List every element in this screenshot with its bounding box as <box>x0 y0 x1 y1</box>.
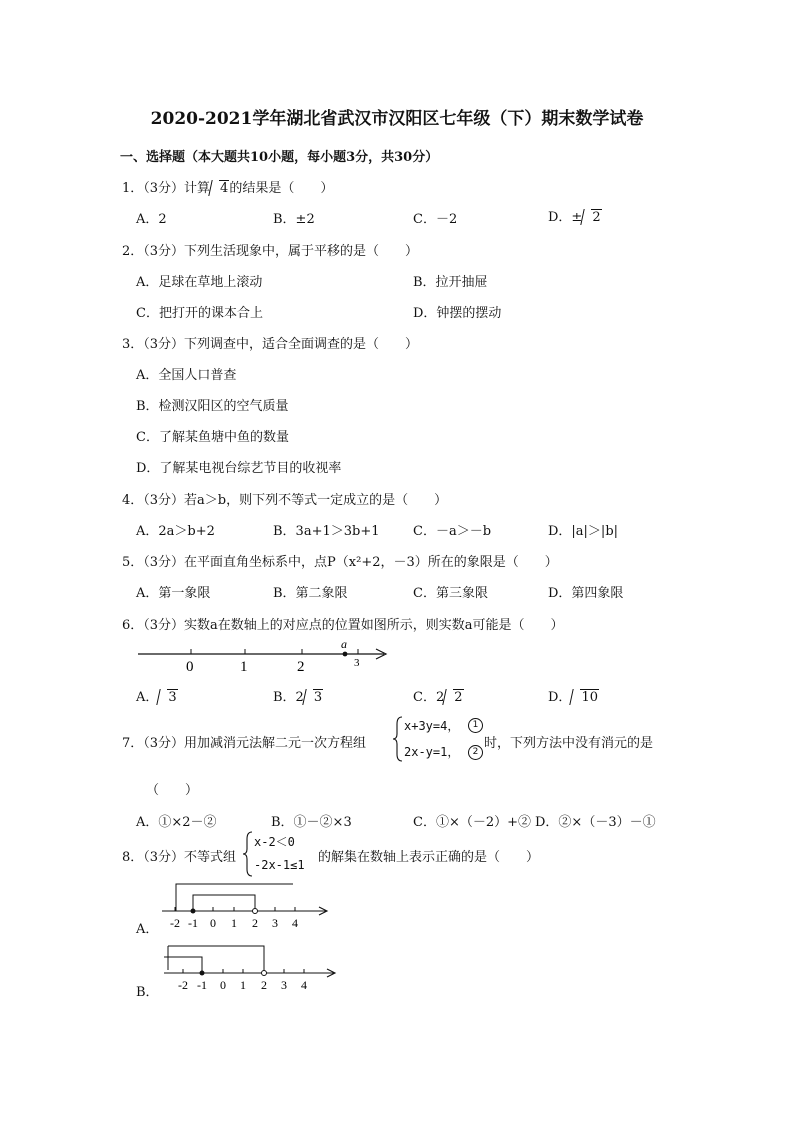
q1-sqrt <box>210 181 229 196</box>
q8-b-label-3: 3 <box>281 978 287 992</box>
q6-axis-label-1: 1 <box>240 659 248 675</box>
section-heading: 一、选择题（本大题共10小题，每小题3分，共30分） <box>120 150 439 165</box>
q7-option-a[interactable]: A．①×2－② <box>136 815 217 830</box>
q1-prefix: 1．（3分）计算 <box>122 181 211 196</box>
q2-option-d[interactable]: D．钟摆的摆动 <box>413 306 502 321</box>
q6-option-c-label: C．2 <box>413 690 445 705</box>
q8-b-open-dot <box>262 971 267 976</box>
q5-option-b[interactable]: B．第二象限 <box>273 586 348 601</box>
q4-option-c[interactable]: C．－a＞－b <box>413 524 492 539</box>
q7-brace <box>393 716 403 762</box>
q8-option-b-number-line[interactable] <box>160 940 340 992</box>
q5-option-a[interactable]: A．第一象限 <box>136 586 211 601</box>
q4-option-a[interactable]: A．2a＞b+2 <box>136 524 215 539</box>
q6-option-d-radicand: 10 <box>581 690 598 705</box>
q8-suffix: 的解集在数轴上表示正确的是（ ） <box>318 850 540 865</box>
q3-option-b[interactable]: B．检测汉阳区的空气质量 <box>136 399 289 414</box>
q8-b-label-2: 2 <box>261 978 267 992</box>
q3-option-a[interactable]: A．全国人口普查 <box>136 368 237 383</box>
q6-option-b-radicand: 3 <box>313 690 323 705</box>
q7-mark-2 <box>468 743 483 760</box>
q8-prefix: 8．（3分）不等式组 <box>122 850 237 865</box>
q7-option-d[interactable]: D．②×（－3）－① <box>535 815 656 830</box>
q8-a-label-m2: -2 <box>170 916 180 930</box>
question-1 <box>122 177 333 196</box>
q7-mark-2-label: 2 <box>468 745 483 760</box>
q8-option-a[interactable]: A． <box>136 922 159 937</box>
q6-option-a-radicand: 3 <box>168 690 177 705</box>
q8-a-label-1: 1 <box>231 916 237 930</box>
q1-option-a[interactable]: A．2 <box>136 212 167 227</box>
q8-brace <box>243 831 253 877</box>
q3-option-c[interactable]: C．了解某鱼塘中鱼的数量 <box>136 430 289 445</box>
q1-option-b[interactable]: B．±2 <box>273 212 315 227</box>
q1-option-d-sqrt <box>582 210 601 225</box>
q6-axis-label-0: 0 <box>186 659 194 675</box>
question-2: 2．（3分）下列生活现象中，属于平移的是（ ） <box>122 244 419 259</box>
q6-option-b[interactable] <box>273 686 323 705</box>
q6-axis-label-3: 3 <box>354 657 360 669</box>
q7-mark-1 <box>468 716 483 733</box>
q4-option-d[interactable]: D．|a|＞|b| <box>548 524 619 539</box>
q7-option-c[interactable]: C．①×（－2）+② <box>413 815 532 830</box>
q7-blank: （ ） <box>146 783 199 798</box>
q7-prefix: 7．（3分）用加减消元法解二元一次方程组 <box>122 736 367 751</box>
q2-option-a[interactable]: A．足球在草地上滚动 <box>136 275 263 290</box>
q7-equation-2: 2x-y=1， <box>404 745 460 759</box>
question-4: 4．（3分）若a＞b，则下列不等式一定成立的是（ ） <box>122 493 448 508</box>
q6-point-a <box>343 652 348 657</box>
q5-option-d[interactable]: D．第四象限 <box>548 586 624 601</box>
q8-a-label-2: 2 <box>252 916 258 930</box>
q1-option-c[interactable]: C．－2 <box>413 212 458 227</box>
q6-option-b-sqrt <box>304 690 323 705</box>
page-title: 2020-2021学年湖北省武汉市汉阳区七年级（下）期末数学试卷 <box>150 109 644 129</box>
q8-inequality-2: -2x-1≤1 <box>254 858 305 872</box>
question-5: 5．（3分）在平面直角坐标系中，点P（x²+2，－3）所在的象限是（ ） <box>122 555 558 570</box>
q8-a-label-3: 3 <box>272 916 278 930</box>
q6-option-c[interactable] <box>413 686 464 705</box>
question-6: 6．（3分）实数a在数轴上的对应点的位置如图所示，则实数a可能是（ ） <box>122 618 564 633</box>
q7-equation-1: x+3y=4， <box>404 719 460 733</box>
q6-option-a-sqrt <box>158 690 177 705</box>
q2-option-b[interactable]: B．拉开抽屉 <box>413 275 488 290</box>
q6-option-d[interactable] <box>548 686 599 705</box>
q1-option-d[interactable] <box>548 206 602 225</box>
q6-axis-label-2: 2 <box>297 659 305 675</box>
q1-option-d-radicand: 2 <box>592 210 601 225</box>
question-3: 3．（3分）下列调查中，适合全面调查的是（ ） <box>122 337 419 352</box>
q8-b-closed-dot <box>200 971 205 976</box>
q7-suffix: 时，下列方法中没有消元的是 <box>484 736 654 751</box>
q6-option-d-label: D． <box>548 690 572 705</box>
q6-number-line <box>132 634 394 676</box>
q6-option-a[interactable] <box>136 686 178 705</box>
q6-option-c-radicand: 2 <box>454 690 463 705</box>
q8-a-label-4: 4 <box>292 916 298 930</box>
q8-b-label-4: 4 <box>301 978 307 992</box>
q6-option-d-sqrt <box>571 690 599 705</box>
q8-a-closed-dot <box>191 909 196 914</box>
q8-option-b[interactable]: B． <box>136 985 159 1000</box>
q6-option-a-label: A． <box>136 690 159 705</box>
q6-point-label: a <box>341 637 347 651</box>
q2-option-c[interactable]: C．把打开的课本合上 <box>136 306 263 321</box>
q1-option-d-label: D．± <box>548 210 583 225</box>
q8-inequality-1: x-2＜0 <box>254 835 295 849</box>
q8-b-label-m2: -2 <box>178 978 188 992</box>
q7-option-b[interactable]: B．①－②×3 <box>271 815 352 830</box>
q8-a-label-0: 0 <box>210 916 216 930</box>
q3-option-d[interactable]: D．了解某电视台综艺节目的收视率 <box>136 461 342 476</box>
q8-a-open-dot <box>253 909 258 914</box>
q7-mark-1-label: 1 <box>468 718 483 733</box>
q1-radicand: 4 <box>220 181 229 196</box>
q4-option-b[interactable]: B．3a+1＞3b+1 <box>273 524 380 539</box>
q8-b-label-1: 1 <box>240 978 246 992</box>
q8-a-label-m1: -1 <box>188 916 198 930</box>
q6-option-c-sqrt <box>444 690 463 705</box>
q5-option-c[interactable]: C．第三象限 <box>413 586 488 601</box>
q6-option-b-label: B．2 <box>273 690 304 705</box>
q1-suffix: 的结果是（ ） <box>229 181 334 196</box>
q8-b-label-0: 0 <box>220 978 226 992</box>
q8-b-label-m1: -1 <box>197 978 207 992</box>
q8-option-a-number-line[interactable] <box>160 878 332 930</box>
